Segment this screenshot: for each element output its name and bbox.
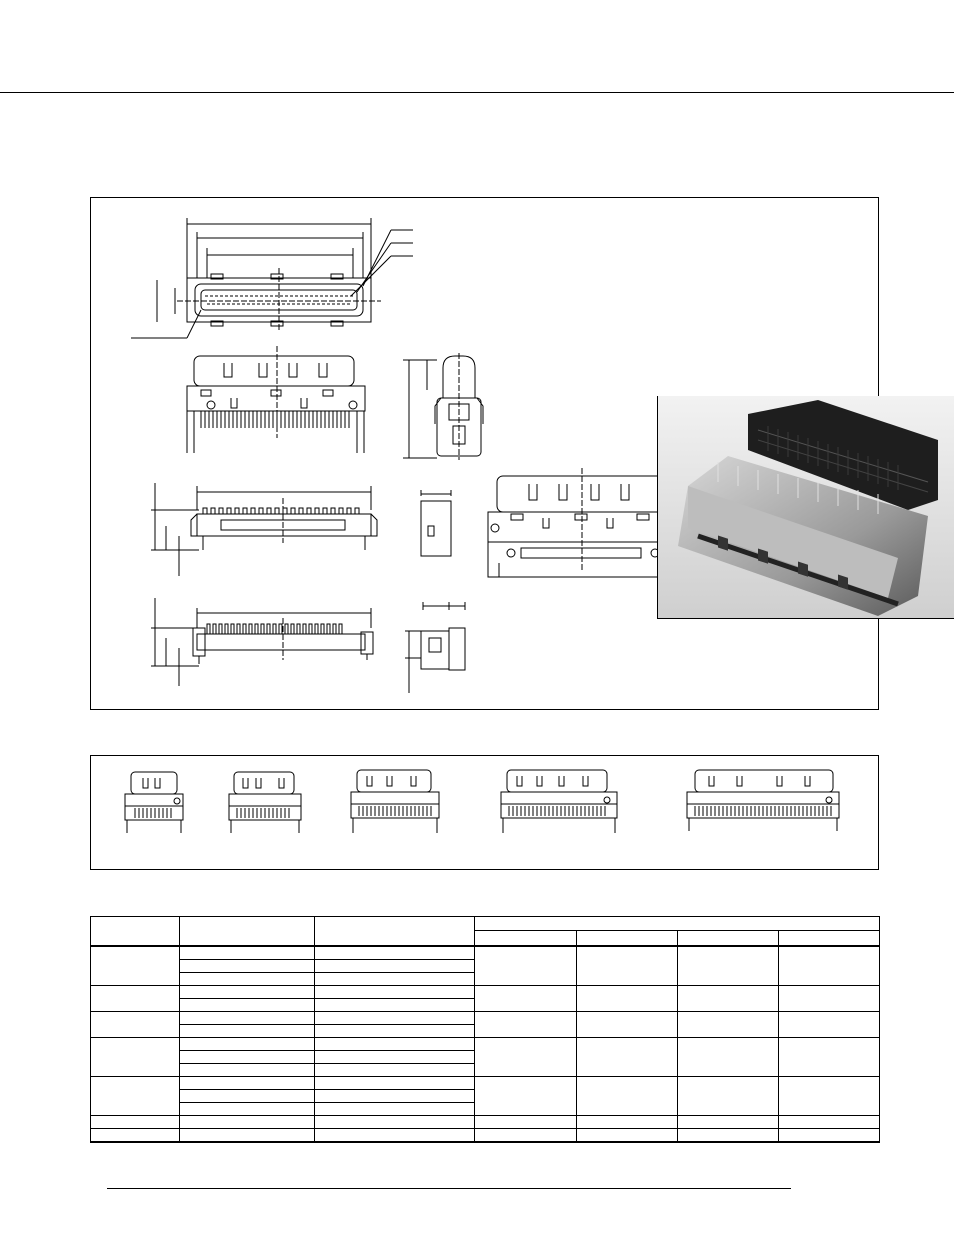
table-row (91, 1129, 880, 1143)
spec-table (90, 916, 880, 1143)
table-row (91, 1038, 880, 1051)
variant-2 (229, 772, 301, 833)
table-row (91, 986, 880, 999)
table-row (91, 1116, 880, 1129)
table-row (91, 1012, 880, 1025)
header-rule (0, 92, 954, 93)
variant-4 (501, 770, 617, 833)
variant-outlines (91, 756, 880, 871)
outline-drawing-panel (90, 197, 879, 710)
variant-outline-panel (90, 755, 879, 870)
variant-3 (351, 770, 439, 833)
connector-photo (657, 396, 954, 619)
variant-1 (125, 772, 183, 833)
table-header-row (91, 917, 880, 931)
variant-5 (687, 770, 839, 831)
table-row (91, 1077, 880, 1090)
footer-rule (107, 1188, 791, 1189)
connector-photo-image (658, 396, 954, 619)
table-row (91, 946, 880, 960)
